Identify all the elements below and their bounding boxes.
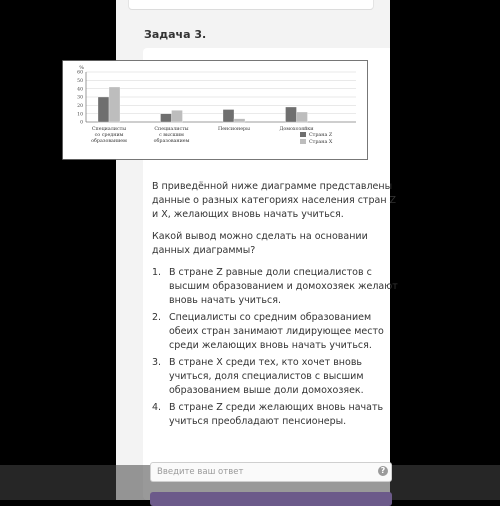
y-tick-label: 60	[77, 70, 83, 76]
answer-input[interactable]	[150, 462, 392, 482]
bar-chart	[62, 60, 368, 160]
legend-label: Страна Z	[309, 133, 333, 138]
submit-button[interactable]	[150, 492, 392, 506]
y-tick-label: 10	[77, 112, 83, 118]
x-tick-label: Специалисты	[154, 127, 189, 132]
option-number: 2.	[152, 312, 162, 323]
y-tick-label: 50	[77, 79, 83, 85]
option-text: Специалисты со средним образованием обеих стран занимают лидирующее место среди желающих вновь начать учиться.	[169, 312, 384, 351]
option-item-3	[152, 356, 400, 398]
bar	[161, 114, 172, 122]
option-item-1	[152, 266, 400, 308]
bar	[297, 112, 308, 122]
legend-swatch	[300, 139, 306, 144]
option-text: В стране Z равные доли специалистов с высшим образованием и домохозяек желают вновь начать учиться.	[169, 267, 398, 306]
x-tick-label: со средним	[94, 133, 124, 138]
bar	[223, 110, 234, 123]
task-question-text: Какой вывод можно сделать на основании данных диаграммы?	[152, 231, 368, 256]
option-number: 4.	[152, 402, 162, 413]
option-text: В стране Z среди желающих вновь начать учиться преобладают пенсионеры.	[169, 402, 384, 427]
y-tick-label: 20	[77, 104, 83, 110]
chart-container	[62, 60, 368, 164]
y-tick-label: 30	[77, 95, 83, 101]
bar	[98, 97, 109, 122]
bar	[172, 110, 183, 122]
task-title: Задача 3.	[144, 28, 207, 41]
x-tick-label: Домохозяйки	[279, 127, 314, 132]
x-tick-label: с высшим	[159, 133, 184, 138]
x-tick-label: Специалисты	[91, 127, 127, 132]
answer-options-list	[152, 266, 400, 432]
option-item-4	[152, 401, 400, 429]
option-number: 3.	[152, 357, 162, 368]
x-tick-label: Пенсионеры	[218, 127, 250, 132]
x-tick-label: образованием	[153, 139, 190, 144]
task-intro-text: В приведённой ниже диаграмме представлены данные о разных категориях населения стран Z и X, желающих вновь начать учиться.	[152, 181, 397, 220]
legend-swatch	[300, 132, 306, 137]
legend-label: Страна X	[309, 140, 333, 145]
previous-task-card	[128, 0, 374, 10]
bar	[286, 107, 297, 122]
y-tick-label: 0	[80, 120, 83, 126]
bar	[234, 119, 245, 122]
bar	[109, 87, 120, 122]
y-axis-label: %	[79, 65, 84, 71]
option-number: 1.	[152, 267, 162, 278]
option-item-2	[152, 311, 400, 353]
y-tick-label: 40	[77, 87, 83, 93]
help-icon[interactable]: ?	[378, 466, 388, 476]
option-text: В стране X среди тех, кто хочет вновь учиться, доля специалистов с высшим образованием выше доли домохозяек.	[169, 357, 364, 396]
x-tick-label: образованием	[91, 139, 127, 144]
